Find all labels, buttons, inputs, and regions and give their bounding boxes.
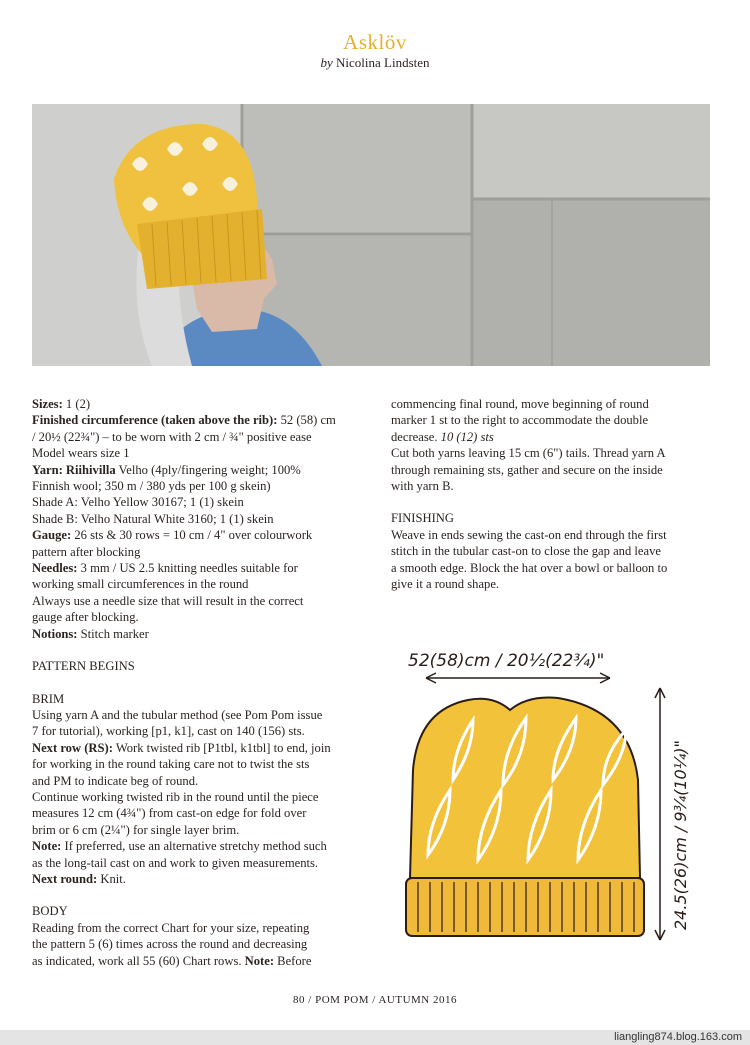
finishing-line-4: give it a round shape. — [391, 577, 500, 592]
body-line-3 — [32, 953, 357, 969]
sizes-value: 1 (2) — [62, 397, 91, 411]
gauge-line — [32, 527, 357, 543]
hat-photo — [32, 104, 710, 366]
finishing-line-1: Weave in ends sewing the cast-on end through the first — [391, 527, 667, 542]
note-value: If preferred, use an alternative stretchy method such — [61, 839, 327, 854]
brim-line-7: brim or 6 cm (2¼") for single layer brim. — [32, 822, 240, 837]
finishing-line-2: stitch in the tubular cast-on to close the gap and leave — [391, 544, 661, 559]
yarn-line-2: Finnish wool; 350 m / 380 yds per 100 g skein) — [32, 479, 271, 494]
next-row-value: Work twisted rib [P1tbl, k1tbl] to end, join — [112, 740, 331, 755]
needles-line-4: gauge after blocking. — [32, 610, 139, 625]
right-line-3 — [391, 429, 709, 445]
body-line-2: the pattern 5 (6) times across the round and decreasing — [32, 937, 308, 952]
shade-b: Shade B: Velho Natural White 3160; 1 (1) skein — [32, 511, 274, 526]
height-measurement-label: 24.5(26)cm / 9¾(10¼)" — [671, 740, 690, 930]
right-line-4: Cut both yarns leaving 15 cm (6") tails. Thread yarn A — [391, 446, 666, 461]
finishing-line-3: a smooth edge. Block the hat over a bowl or balloon to — [391, 560, 668, 575]
brim-line-1: Using yarn A and the tubular method (see Pom Pom issue — [32, 707, 323, 722]
shade-a: Shade A: Velho Yellow 30167; 1 (1) skein — [32, 495, 244, 510]
gauge-line-2: pattern after blocking — [32, 544, 141, 559]
brim-line-8: as the long-tail cast on and work to given measurements. — [32, 855, 319, 870]
sizes-label: Sizes: — [32, 397, 63, 411]
right-line-2: marker 1 st to the right to accommodate the double — [391, 413, 649, 428]
next-row-label: Next row (RS): — [32, 740, 113, 755]
circumference-line-2: / 20½ (22¾") – to be worn with 2 cm / ¾" positive ease — [32, 429, 312, 444]
hat-schematic-drawing — [398, 640, 718, 955]
circumference-line — [32, 412, 357, 428]
watermark-text: liangling874.blog.163.com — [614, 1031, 742, 1043]
brim-line-3: for working in the round taking care not to twist the sts — [32, 757, 310, 772]
yarn-label: Yarn: Riihivilla — [32, 462, 116, 477]
yarn-value: Velho (4ply/fingering weight; 100% — [115, 462, 301, 477]
circumference-label: Finished circumference (taken above the rib): — [32, 413, 278, 428]
stitch-count: 10 (12) sts — [437, 429, 494, 444]
right-line-6: with yarn B. — [391, 479, 454, 494]
width-measurement-label: 52(58)cm / 20½(22¾)" — [408, 651, 605, 671]
page-footer: 80 / POM POM / AUTUMN 2016 — [293, 994, 457, 1006]
needles-label: Needles: — [32, 561, 78, 576]
body-line-1: Reading from the correct Chart for your size, repeating — [32, 920, 310, 935]
brim-line-2: 7 for tutorial), working [p1, k1], cast on 140 (156) sts. — [32, 724, 305, 739]
notions-label: Notions: — [32, 626, 78, 641]
brim-line-6: measures 12 cm (4¾") from cast-on edge for fold over — [32, 806, 307, 821]
byline — [0, 55, 750, 71]
left-column — [32, 396, 357, 969]
sizes-line — [32, 396, 357, 412]
gauge-value: 26 sts & 30 rows = 10 cm / 4" over colourwork — [71, 528, 313, 543]
circumference-value: 52 (58) cm — [277, 413, 336, 428]
note-line — [32, 838, 357, 854]
needles-value: 3 mm / US 2.5 knitting needles suitable for — [77, 561, 298, 576]
model-size: Model wears size 1 — [32, 446, 130, 461]
yarn-line — [32, 462, 357, 478]
pattern-begins-heading: PATTERN BEGINS — [32, 659, 135, 674]
next-row-line — [32, 740, 357, 756]
needles-line — [32, 560, 357, 576]
note-label: Note: — [32, 839, 62, 854]
right-line-5: through remaining sts, gather and secure on the inside — [391, 462, 663, 477]
brim-line-4: and PM to indicate beg of round. — [32, 773, 199, 788]
body-note-value: Before — [274, 953, 312, 968]
next-round-line — [32, 871, 357, 887]
brim-heading: BRIM — [32, 691, 65, 706]
needles-line-2: working small circumferences in the round — [32, 577, 249, 592]
body-heading: BODY — [32, 904, 68, 919]
byline-by: by — [320, 55, 333, 70]
needles-line-3: Always use a needle size that will result in the correct — [32, 593, 304, 608]
designer-name: Nicolina Lindsten — [336, 55, 430, 70]
brim-line-5: Continue working twisted rib in the round until the piece — [32, 789, 319, 804]
pattern-title: Asklöv — [343, 30, 407, 54]
body-line-3-text: as indicated, work all 55 (60) Chart rows. — [32, 953, 242, 968]
notions-value: Stitch marker — [77, 626, 149, 641]
body-note-label: Note: — [244, 953, 275, 968]
next-round-value: Knit. — [97, 871, 126, 886]
next-round-label: Next round: — [32, 871, 98, 886]
hat-photo-illustration — [32, 104, 710, 366]
hat-schematic — [398, 640, 718, 955]
right-line-1: commencing final round, move beginning of round — [391, 397, 649, 411]
right-column — [391, 396, 709, 592]
notions-line — [32, 626, 357, 642]
gauge-label: Gauge: — [32, 528, 72, 543]
finishing-heading: FINISHING — [391, 511, 454, 526]
right-line-3-text: decrease. — [391, 429, 438, 444]
